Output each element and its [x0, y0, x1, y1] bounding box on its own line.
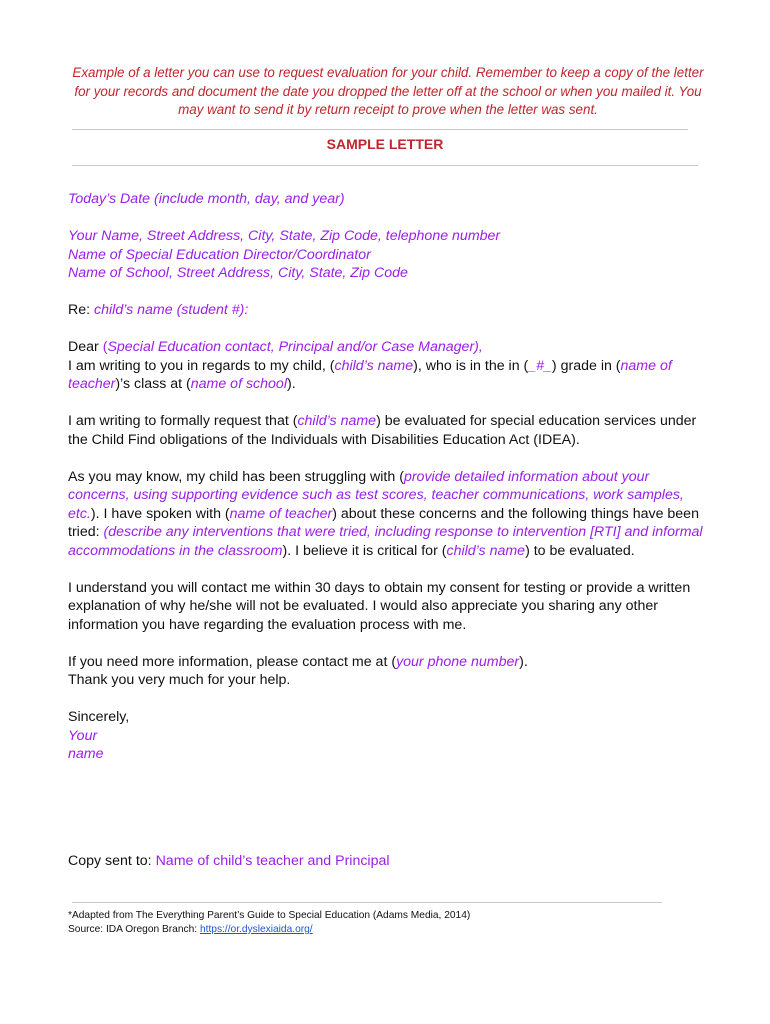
letter-body	[68, 190, 708, 782]
dear-paragraph: Dear (Special Education contact, Principal and/or Case Manager), I am writing to you in regards to my child, (child’s name), who is in the in (_#_) grade in (name of teacher)’s class at (name of school).	[68, 339, 672, 392]
address-line-3: Name of School, Street Address, City, State, Zip Code	[68, 265, 408, 281]
date-line: Today’s Date (include month, day, and year)	[68, 191, 345, 207]
consent-paragraph: I understand you will contact me within 30 days to obtain my consent for testing or provide a written explanation of why he/she will not be evaluated. I would also appreciate you sharing any other information you have regarding the evaluation process with me.	[68, 579, 691, 633]
contact-paragraph: If you need more information, please contact me at (your phone number). Thank you very much for your help.	[68, 653, 528, 688]
re-line: Re: child’s name (student #):	[68, 302, 249, 318]
footnote-source: Source: IDA Oregon Branch: https://or.dyslexiaida.org/	[68, 924, 313, 935]
divider-top	[72, 129, 688, 130]
copy-sent-to: Copy sent to: Name of child’s teacher and Principal	[68, 853, 390, 869]
page-title: SAMPLE LETTER	[326, 136, 444, 152]
divider-footnote	[72, 902, 662, 903]
address-block	[68, 227, 708, 283]
address-line-2: Name of Special Education Director/Coordinator	[68, 246, 371, 263]
intro-note: Example of a letter you can use to request evaluation for your child. Remember to keep a copy of the letter for your records and document the date you dropped the letter off at the school or when you mailed it. You may want to send it by return receipt to prove when the letter was sent.	[72, 65, 704, 117]
footnote	[68, 909, 470, 937]
request-paragraph: I am writing to formally request that (child’s name) be evaluated for special education services under the Child Find obligations of the Individuals with Disabilities Education Act (IDEA).	[68, 413, 697, 448]
closing-block: Sincerely, Your name	[68, 709, 130, 762]
concerns-paragraph: As you may know, my child has been struggling with (provide detailed information about your concerns, using supporting evidence such as test scores, teacher communications, work samples, etc.). I have spoken with (name of teacher) about these concerns and the following things have been tried: (describe any interventions that were tried, including response to intervention [RTI] and informal accommodations in the classroom). I believe it is critical for (child’s name) to be evaluated.	[68, 468, 703, 559]
address-line-1: Your Name, Street Address, City, State, Zip Code, telephone number	[68, 228, 501, 244]
source-link[interactable]: https://or.dyslexiaida.org/	[199, 924, 313, 935]
divider-under-title	[72, 165, 698, 166]
footnote-citation: *Adapted from The Everything Parent’s Guide to Special Education (Adams Media, 2014)	[68, 910, 471, 921]
